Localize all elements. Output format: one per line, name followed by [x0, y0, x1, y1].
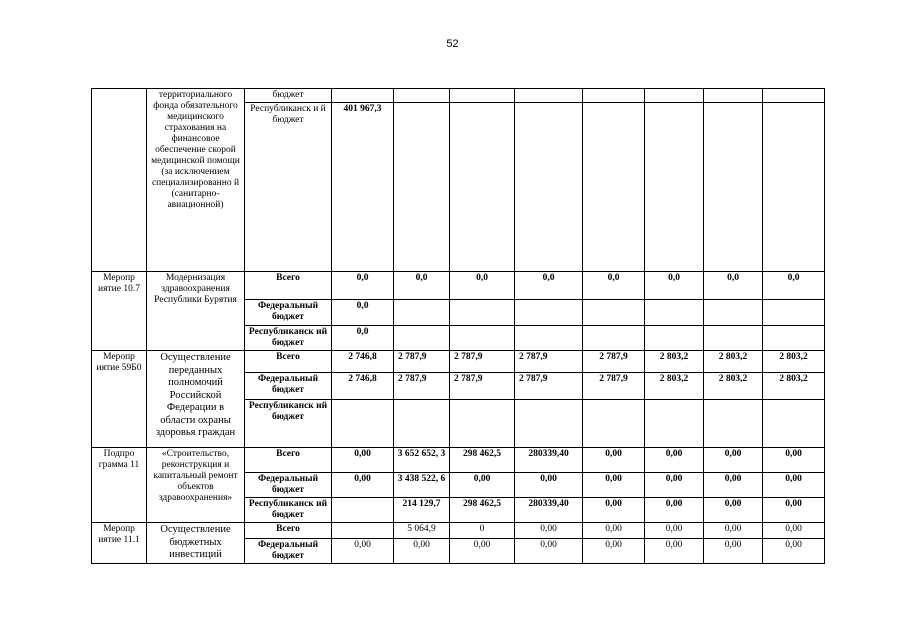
value-cell	[394, 300, 450, 326]
table-row	[92, 448, 825, 473]
value-cell	[394, 89, 450, 103]
value-cell: 0,00	[394, 539, 450, 564]
value-cell: 0,00	[763, 498, 825, 523]
budget-source-cell: Федеральный бюджет	[245, 373, 332, 400]
value-cell: 0,00	[763, 473, 825, 498]
budget-source-cell: Республиканск ий бюджет	[245, 400, 332, 448]
value-cell: 0,00	[645, 539, 704, 564]
value-cell: 0,00	[583, 539, 645, 564]
value-cell	[763, 400, 825, 448]
value-cell	[515, 89, 583, 103]
value-cell: 2 787,9	[515, 351, 583, 373]
value-cell: 0,00	[645, 473, 704, 498]
value-cell: 0,00	[645, 523, 704, 539]
value-cell	[332, 523, 394, 539]
value-cell	[704, 326, 763, 351]
value-cell: 3 652 652, 3	[394, 448, 450, 473]
budget-source-cell: Всего	[245, 272, 332, 300]
table-row	[92, 351, 825, 373]
value-cell: 2 787,9	[394, 373, 450, 400]
value-cell: 0,0	[332, 272, 394, 300]
value-cell	[704, 300, 763, 326]
value-cell: 0,0	[583, 272, 645, 300]
value-cell: 0,00	[332, 448, 394, 473]
value-cell	[645, 400, 704, 448]
budget-source-cell: Всего	[245, 523, 332, 539]
value-cell: 0,00	[763, 523, 825, 539]
value-cell: 2 803,2	[763, 351, 825, 373]
value-cell: 0,00	[515, 523, 583, 539]
budget-source-cell: Всего	[245, 351, 332, 373]
value-cell: 3 438 522, 6	[394, 473, 450, 498]
value-cell: 0,00	[645, 448, 704, 473]
code-cell	[92, 89, 147, 272]
value-cell: 0,0	[394, 272, 450, 300]
value-cell: 401 967,3	[332, 103, 394, 272]
value-cell	[704, 103, 763, 272]
budget-source-cell: Федеральный бюджет	[245, 473, 332, 498]
value-cell	[583, 103, 645, 272]
value-cell: 0,00	[763, 448, 825, 473]
value-cell: 0,00	[583, 523, 645, 539]
value-cell: 2 803,2	[704, 373, 763, 400]
budget-source-cell: Республиканск ий бюджет	[245, 326, 332, 351]
value-cell	[645, 89, 704, 103]
value-cell: 2 803,2	[763, 373, 825, 400]
value-cell: 0,00	[450, 539, 515, 564]
value-cell	[645, 326, 704, 351]
value-cell	[704, 400, 763, 448]
table-row	[92, 89, 825, 103]
value-cell: 0,00	[645, 498, 704, 523]
value-cell: 0,00	[583, 498, 645, 523]
activity-code-cell: Подпро грамма 11	[92, 448, 147, 523]
value-cell	[583, 300, 645, 326]
value-cell: 298 462,5	[450, 448, 515, 473]
value-cell	[332, 400, 394, 448]
value-cell: 0,0	[515, 272, 583, 300]
value-cell	[394, 326, 450, 351]
value-cell: 2 803,2	[645, 373, 704, 400]
value-cell: 2 787,9	[394, 351, 450, 373]
value-cell	[515, 400, 583, 448]
value-cell: 214 129,7	[394, 498, 450, 523]
value-cell	[583, 89, 645, 103]
budget-source-cell: бюджет	[245, 89, 332, 103]
value-cell: 2 803,2	[645, 351, 704, 373]
value-cell	[332, 498, 394, 523]
value-cell	[450, 400, 515, 448]
value-cell	[515, 300, 583, 326]
value-cell	[763, 89, 825, 103]
value-cell	[332, 89, 394, 103]
budget-source-cell: Федеральный бюджет	[245, 300, 332, 326]
budget-source-cell: Федеральный бюджет	[245, 539, 332, 564]
value-cell: 0,00	[583, 473, 645, 498]
value-cell: 0,00	[583, 448, 645, 473]
value-cell	[394, 103, 450, 272]
value-cell: 0,00	[515, 539, 583, 564]
value-cell: 0,00	[704, 498, 763, 523]
table-row	[92, 272, 825, 300]
value-cell: 2 787,9	[450, 373, 515, 400]
value-cell: 0,00	[332, 539, 394, 564]
value-cell	[763, 300, 825, 326]
value-cell: 0,0	[645, 272, 704, 300]
activity-code-cell: Меропр иятие 59Б0	[92, 351, 147, 448]
value-cell: 2 787,9	[583, 351, 645, 373]
activity-name-cell: «Строительство, реконструкция и капитальный ремонт объектов здравоохранения»	[147, 448, 245, 523]
activity-name-cell: Осуществление переданных полномочий Российской Федерации в области охраны здоровья граждан	[147, 351, 245, 448]
value-cell: 0,00	[704, 448, 763, 473]
value-cell	[645, 300, 704, 326]
value-cell	[583, 326, 645, 351]
value-cell	[583, 400, 645, 448]
value-cell: 0,00	[704, 473, 763, 498]
value-cell: 0,0	[450, 272, 515, 300]
activity-code-cell: Меропр иятие 10.7	[92, 272, 147, 351]
value-cell: 2 787,9	[450, 351, 515, 373]
value-cell: 0,0	[763, 272, 825, 300]
value-cell: 0,00	[515, 473, 583, 498]
budget-source-cell: Республиканск ий бюджет	[245, 498, 332, 523]
value-cell: 298 462,5	[450, 498, 515, 523]
value-cell: 0,0	[332, 326, 394, 351]
value-cell: 0	[450, 523, 515, 539]
activity-name-cell: территориального фонда обязательного медицинского страхования на финансовое обеспечение скорой медицинской помощи (за исключением специализированно й (санитарно-авиационной)	[147, 89, 245, 272]
value-cell: 0,0	[332, 300, 394, 326]
page-number: 52	[446, 38, 459, 50]
value-cell: 280339,40	[515, 448, 583, 473]
activity-code-cell: Меропр иятие 11.1	[92, 523, 147, 564]
value-cell: 2 746,8	[332, 351, 394, 373]
value-cell: 2 787,9	[515, 373, 583, 400]
value-cell	[394, 400, 450, 448]
value-cell: 0,00	[704, 539, 763, 564]
value-cell	[450, 326, 515, 351]
value-cell: 0,0	[704, 272, 763, 300]
value-cell	[450, 300, 515, 326]
value-cell: 0,00	[763, 539, 825, 564]
value-cell: 5 064,9	[394, 523, 450, 539]
activity-name-cell: Осуществление бюджетных инвестиций	[147, 523, 245, 564]
value-cell: 2 787,9	[583, 373, 645, 400]
budget-table	[91, 88, 825, 564]
value-cell	[645, 103, 704, 272]
value-cell	[704, 89, 763, 103]
activity-name-cell: Модернизация здравоохранения Республики Бурятия	[147, 272, 245, 351]
budget-source-cell: Всего	[245, 448, 332, 473]
value-cell	[763, 103, 825, 272]
value-cell: 2 746,8	[332, 373, 394, 400]
budget-source-cell: Республиканск и й бюджет	[245, 103, 332, 272]
value-cell: 2 803,2	[704, 351, 763, 373]
value-cell: 0,00	[332, 473, 394, 498]
value-cell	[515, 103, 583, 272]
value-cell	[450, 89, 515, 103]
value-cell: 0,00	[704, 523, 763, 539]
value-cell	[763, 326, 825, 351]
value-cell	[450, 103, 515, 272]
value-cell	[515, 326, 583, 351]
value-cell: 280339,40	[515, 498, 583, 523]
table-row	[92, 523, 825, 539]
value-cell: 0,00	[450, 473, 515, 498]
